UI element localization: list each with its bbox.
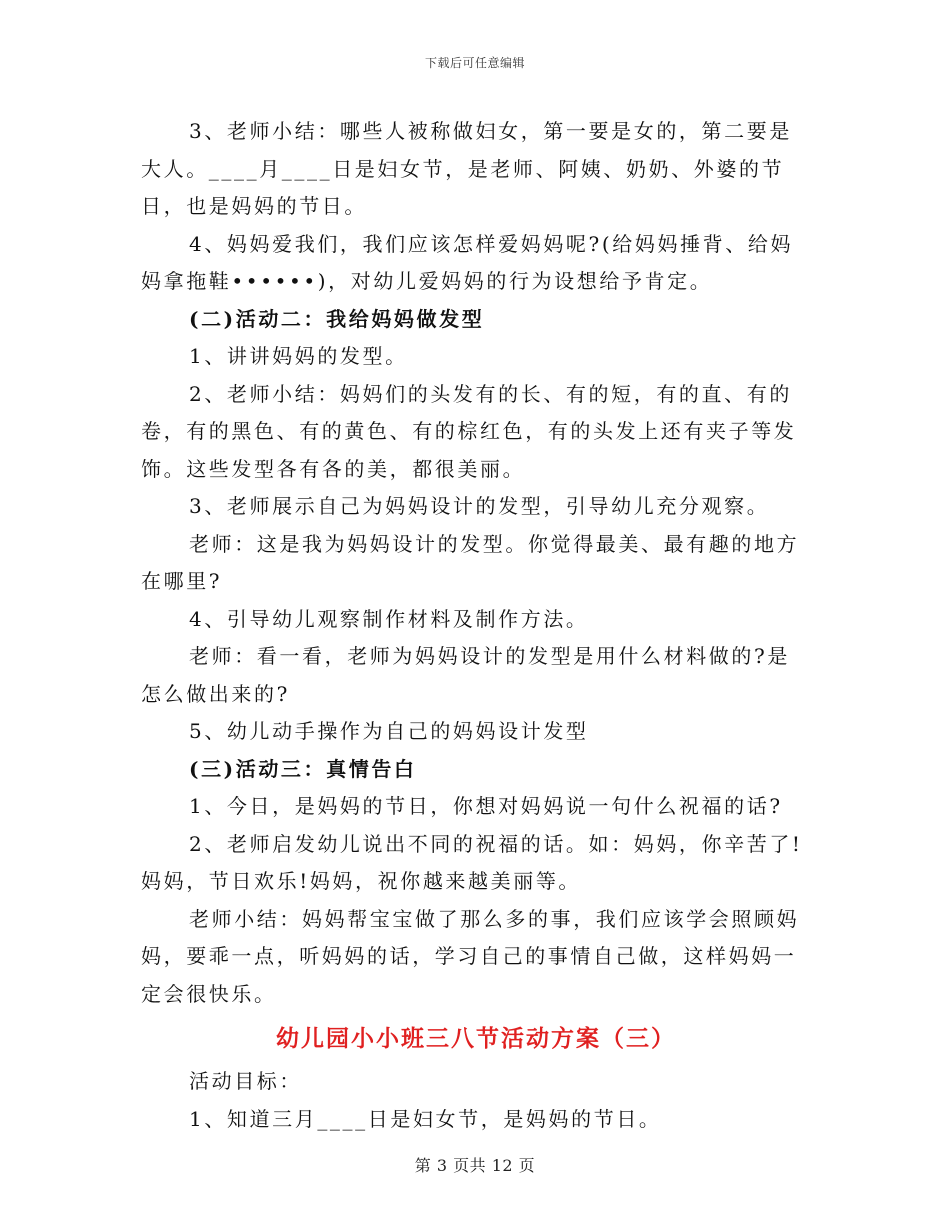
paragraph-goal-one: 1、知道三月____日是妇女节，是妈妈的节日。	[189, 1106, 662, 1131]
document-body	[141, 113, 811, 1138]
plan-title: 幼儿园小小班三八节活动方案（三）	[276, 1025, 676, 1052]
paragraph-teacher-summary: 3、老师小结：哪些人被称做妇女，第一要是女的，第二要是大人。____月____日是妇女节，是老师、阿姨、奶奶、外婆的节日，也是妈妈的节日。	[141, 119, 792, 218]
paragraph-teacher-question: 老师：这是我为妈妈设计的发型。你觉得最美、最有趣的地方在哪里?	[141, 531, 800, 593]
paragraph-teacher-look: 老师：看一看，老师为妈妈设计的发型是用什么材料做的?是怎么做出来的?	[141, 644, 790, 706]
section-heading-activity-three: (三)活动三：真情告白	[189, 756, 417, 781]
paragraph-goals-label: 活动目标：	[189, 1069, 302, 1093]
page-header: 下载后可任意编辑	[424, 56, 525, 70]
paragraph-different-blessings: 2、老师启发幼儿说出不同的祝福的话。如：妈妈，你辛苦了!妈妈，节日欢乐!妈妈，祝你越来越美丽等。	[141, 831, 803, 893]
paragraph-teacher-show: 3、老师展示自己为妈妈设计的发型，引导幼儿充分观察。	[189, 494, 770, 518]
paragraph-love-mom: 4、妈妈爱我们，我们应该怎样爱妈妈呢?(给妈妈捶背、给妈妈拿拖鞋••••••)，对幼儿爱妈妈的行为设想给予肯定。	[141, 231, 794, 293]
paragraph-hands-on: 5、幼儿动手操作为自己的妈妈设计发型	[189, 719, 589, 743]
section-heading-activity-two: (二)活动二：我给妈妈做发型	[189, 306, 485, 331]
paragraph-talk-hairstyle: 1、讲讲妈妈的发型。	[189, 344, 408, 368]
paragraph-hair-summary: 2、老师小结：妈妈们的头发有的长、有的短，有的直、有的卷，有的黑色、有的黄色、有的棕红色，有的头发上还有夹子等发饰。这些发型各有各的美，都很美丽。	[141, 381, 797, 481]
paragraph-final-summary: 老师小结：妈妈帮宝宝做了那么多的事，我们应该学会照顾妈妈，要乖一点，听妈妈的话，学习自己的事情自己做，这样妈妈一定会很快乐。	[141, 906, 800, 1006]
paragraph-observe-materials: 4、引导幼儿观察制作材料及制作方法。	[189, 606, 589, 631]
paragraph-today-blessing: 1、今日，是妈妈的节日，你想对妈妈说一句什么祝福的话?	[189, 794, 783, 818]
page-footer: 第 3 页共 12 页	[414, 1156, 536, 1175]
